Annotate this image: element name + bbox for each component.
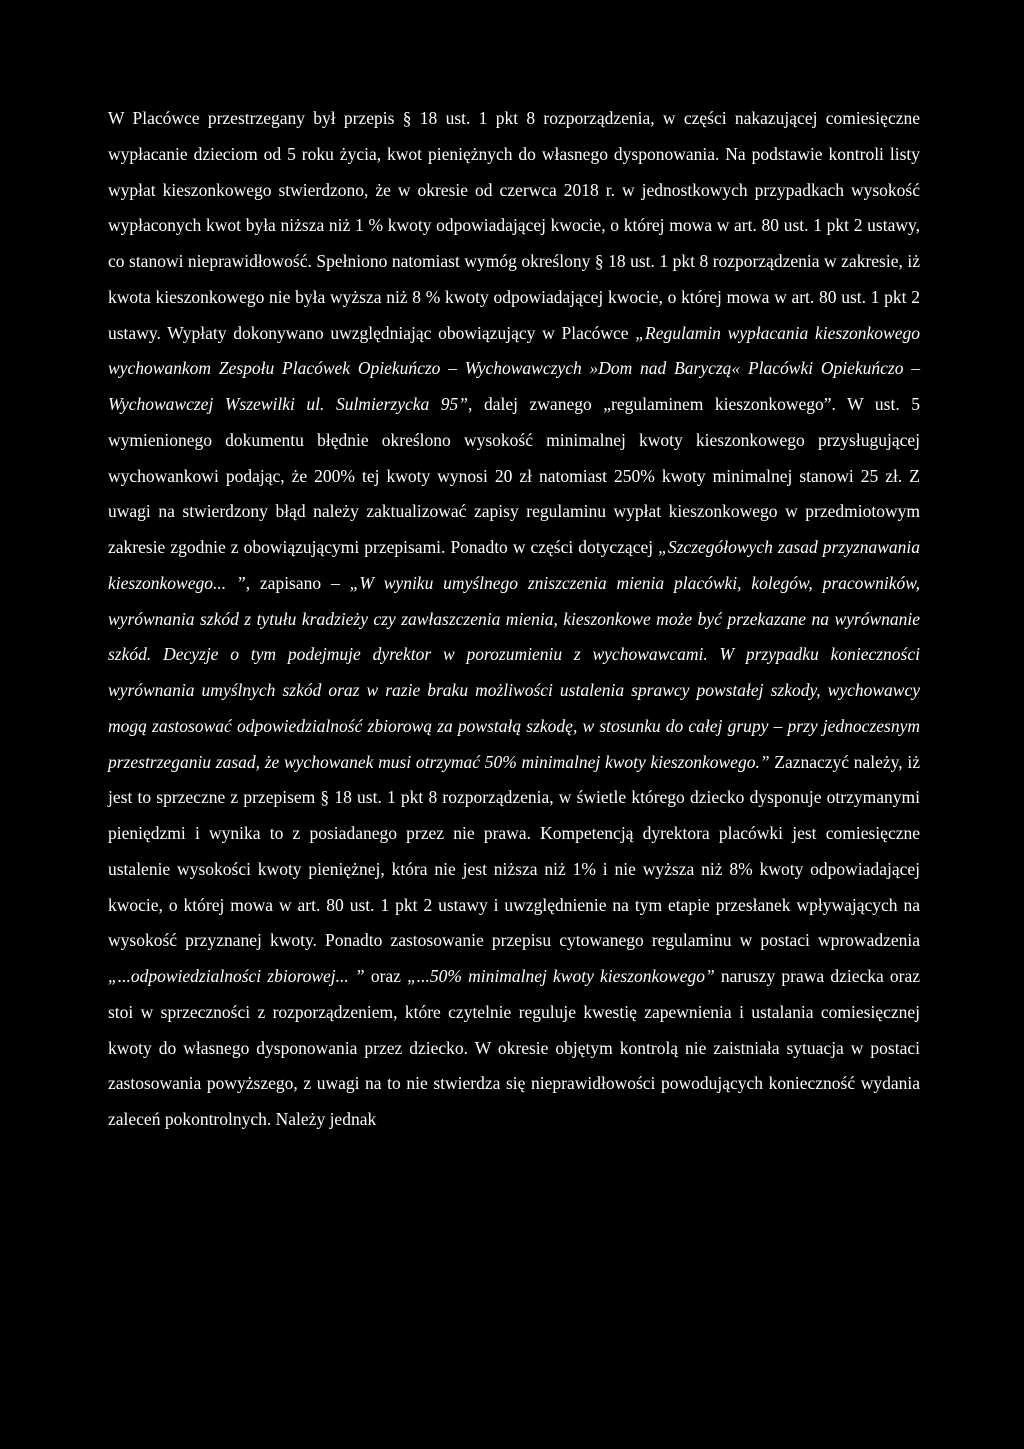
text-segment: naruszy prawa dziecka oraz stoi w sprzeczności z rozporządzeniem, które czytelnie reguluje kwestię zapewnienia i ustalania comiesięcznej kwoty do własnego dysponowania przez dziecko. W okresie objętym kontrolą nie zaistniała sytuacja w postaci zastosowania powyższego, z uwagi na to nie stwierdza się nieprawidłowości powodujących konieczność wydania zaleceń pokontrolnych. Należy jednak	[108, 966, 921, 1129]
quoted-phrase: „...50% minimalnej kwoty kieszonkowego”	[407, 966, 715, 986]
body-paragraph	[108, 101, 920, 1138]
text-segment: Zaznaczyć należy, iż jest to sprzeczne z przepisem § 18 ust. 1 pkt 8 rozporządzenia, w świetle którego dziecko dysponuje otrzymanymi pieniędzmi i wynika to z posiadanego przez nie prawa. Kompetencją dyrektora placówki jest comiesięczne ustalenie wysokości kwoty pieniężnej, która nie jest niższa niż 1% i nie wyższa niż 8% kwoty odpowiadającej kwocie, o której mowa w art. 80 ust. 1 pkt 2 ustawy i uwzględnienie na tym etapie przesłanek wpływających na wysokość przyznanej kwoty. Ponadto zastosowanie przepisu cytowanego regulaminu w postaci wprowadzenia	[108, 751, 920, 951]
text-segment: W Placówce przestrzegany był przepis § 18 ust. 1 pkt 8 rozporządzenia, w części nakazującej comiesięczne wypłacanie dzieciom od 5 roku życia, kwot pieniężnych do własnego dysponowania. Na podstawie kontroli listy wypłat kieszonkowego stwierdzono, że w okresie od czerwca 2018 r. w jednostkowych przypadkach wysokość wypłaconych kwot była niższa niż 1 % kwoty odpowiadającej kwocie, o której mowa w art. 80 ust. 1 pkt 2 ustawy, co stanowi nieprawidłowość. Spełniono natomiast wymóg określony § 18 ust. 1 pkt 8 rozporządzenia w zakresie, iż kwota kieszonkowego nie była wyższa niż 8 % kwoty odpowiadającej kwocie, o której mowa w art. 80 ust. 1 pkt 2 ustawy. Wypłaty dokonywano uwzględniając obowiązujący w Placówce	[108, 108, 920, 343]
quoted-section-title: „Szczegółowych zasad przyznawania kieszonkowego... ”	[108, 537, 920, 593]
quoted-regulation-passage: „W wyniku umyślnego zniszczenia mienia placówki, kolegów, pracowników, wyrównania szkód z tytułu kradzieży czy zawłaszczenia mienia, kieszonkowe może być przekazane na wyrównanie szkód. Decyzje o tym podejmuje dyrektor w porozumieniu z wychowawcami. W przypadku konieczności wyrównania umyślnych szkód oraz w razie braku możliwości ustalenia sprawcy powstałej szkody, wychowawcy mogą zastosować odpowiedzialność zbiorową za powstałą szkodę, w stosunku do całej grupy – przy jednoczesnym przestrzeganiu zasad, że wychowanek musi otrzymać 50% minimalnej kwoty kieszonkowego.”	[108, 572, 920, 772]
text-segment: , zapisano –	[245, 572, 350, 593]
text-segment: oraz	[364, 966, 408, 986]
text-segment: , dalej zwanego „regulaminem kieszonkowego”. W ust. 5 wymienionego dokumentu błędnie określono wysokość minimalnej kwoty kieszonkowego przysługującej wychowankowi podając, że 200% tej kwoty wynosi 20 zł natomiast 250% kwoty minimalnej stanowi 25 zł. Z uwagi na stwierdzony błąd należy zaktualizować zapisy regulaminu wypłat kieszonkowego w przedmiotowym zakresie zgodnie z obowiązującymi przepisami. Ponadto w części dotyczącej	[108, 394, 920, 557]
quoted-phrase: „...odpowiedzialności zbiorowej... ”	[108, 966, 365, 986]
quoted-regulation-title: „Regulamin wypłacania kieszonkowego wychowankom Zespołu Placówek Opiekuńczo – Wychowawczych »Dom nad Baryczą« Placówki Opiekuńczo – Wychowawczej Wszewilki ul. Sulmierzycka 95”	[108, 322, 921, 414]
